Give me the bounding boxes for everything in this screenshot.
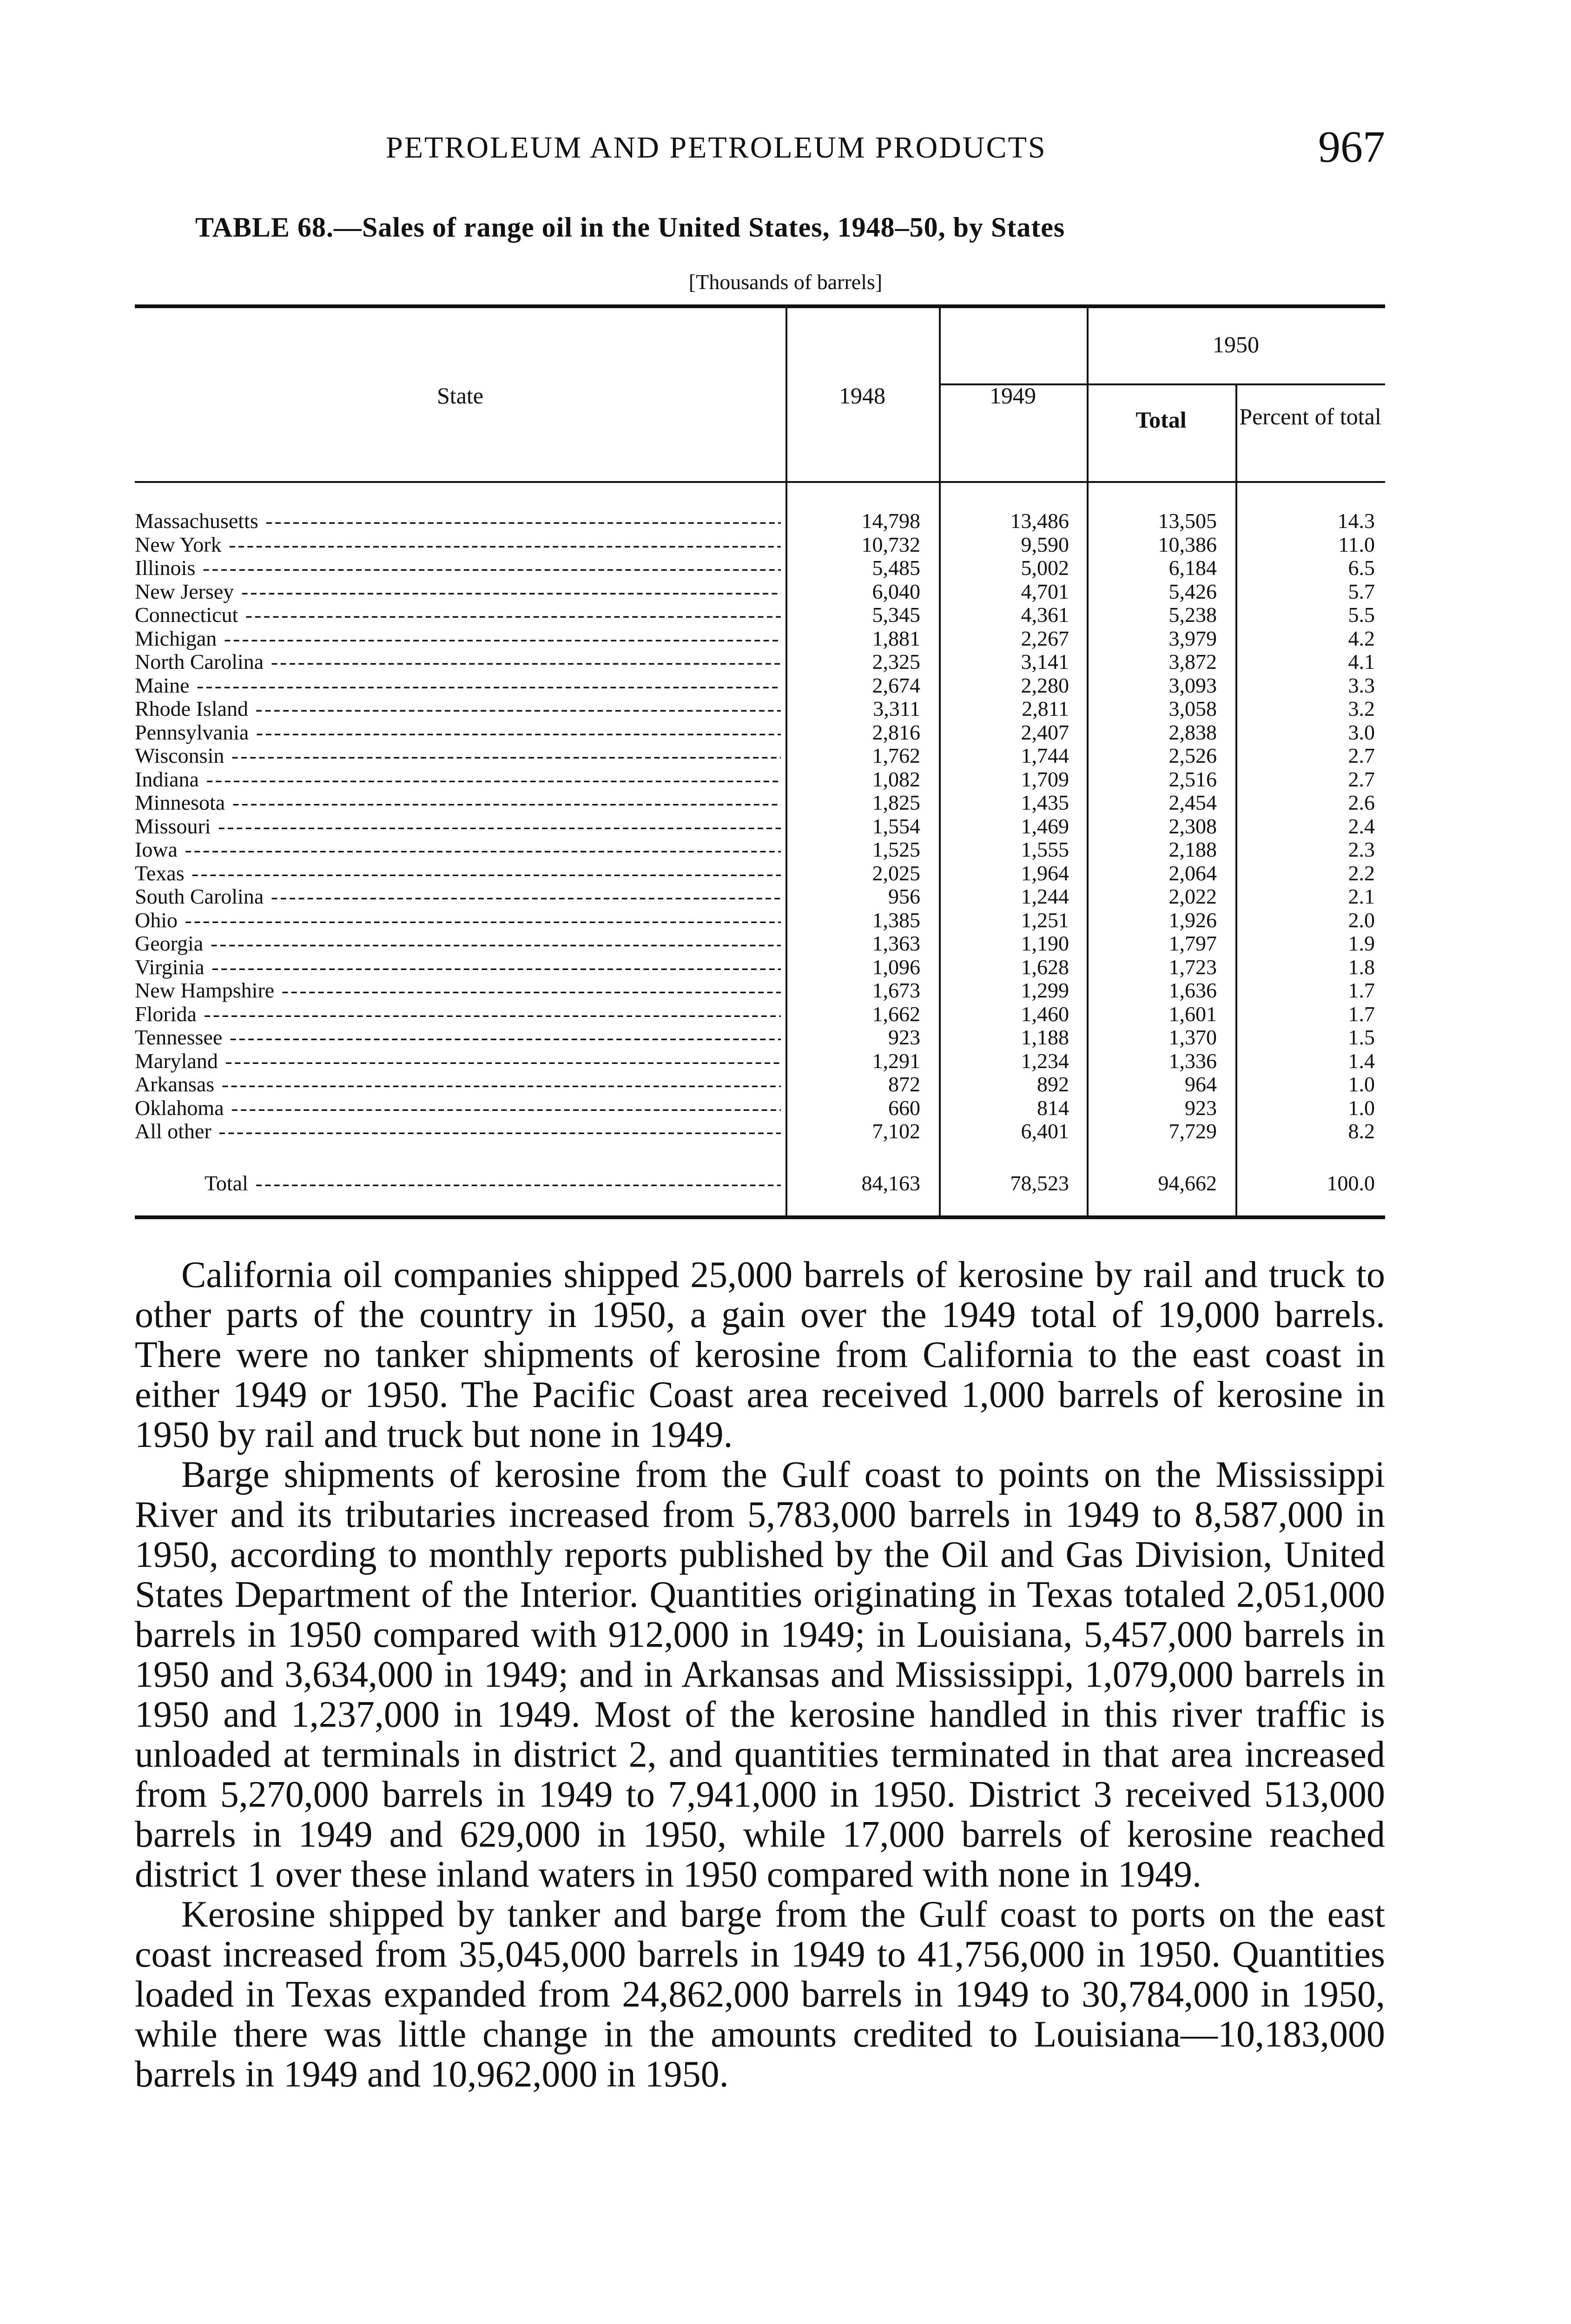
value-1948: 1,363 <box>872 931 920 955</box>
value-percent: 2.7 <box>1348 767 1375 791</box>
state-name: Florida ----- <box>135 1002 781 1026</box>
table-rule-top <box>135 304 1385 308</box>
table-row <box>135 767 1385 792</box>
value-percent: 4.2 <box>1348 626 1375 650</box>
value-1948: 1,825 <box>872 791 920 814</box>
value-1950: 3,872 <box>1168 650 1217 673</box>
header-1948: 1948 <box>839 383 885 409</box>
table-rule-header <box>135 481 1385 483</box>
value-1948: 1,385 <box>872 908 920 932</box>
value-1948: 956 <box>888 885 920 908</box>
value-1949: 1,460 <box>1021 1002 1069 1026</box>
value-percent: 4.1 <box>1348 650 1375 673</box>
value-1950: 1,797 <box>1168 931 1217 955</box>
table-row <box>135 1025 1385 1050</box>
value-1950: 5,238 <box>1168 603 1217 627</box>
table-row <box>135 627 1385 651</box>
value-1949: 4,701 <box>1021 579 1069 603</box>
table-row <box>135 955 1385 979</box>
state-name: Missouri ----- <box>135 814 781 838</box>
value-percent: 1.0 <box>1348 1096 1375 1120</box>
value-1948: 1,762 <box>872 744 920 767</box>
state-name: Texas ----- <box>135 861 781 885</box>
total-percent: 100.0 <box>1327 1171 1375 1195</box>
value-1950: 1,336 <box>1168 1049 1217 1073</box>
value-1949: 1,234 <box>1021 1049 1069 1073</box>
value-percent: 2.4 <box>1348 814 1375 838</box>
value-percent: 1.0 <box>1348 1072 1375 1096</box>
table-row <box>135 673 1385 698</box>
value-percent: 2.0 <box>1348 908 1375 932</box>
value-1950: 5,426 <box>1168 579 1217 603</box>
running-head: PETROLEUM AND PETROLEUM PRODUCTS <box>386 131 1047 165</box>
value-1948: 923 <box>888 1025 920 1049</box>
value-1949: 1,469 <box>1021 814 1069 838</box>
value-1950: 1,926 <box>1168 908 1217 932</box>
total-label: Total ----- <box>135 1171 781 1195</box>
value-1949: 13,486 <box>1010 509 1069 533</box>
value-1949: 1,190 <box>1021 931 1069 955</box>
value-1950: 2,838 <box>1168 720 1217 744</box>
state-name: Rhode Island ----- <box>135 697 781 721</box>
value-1950: 964 <box>1185 1072 1217 1096</box>
value-1948: 2,816 <box>872 720 920 744</box>
value-1948: 1,881 <box>872 626 920 650</box>
state-name: Oklahoma ----- <box>135 1096 781 1120</box>
value-percent: 1.7 <box>1348 1002 1375 1026</box>
state-name: New York ----- <box>135 533 781 557</box>
state-name: Massachusetts ----- <box>135 509 781 533</box>
header-percent: Percent of total <box>1239 403 1381 429</box>
value-1948: 1,096 <box>872 955 920 979</box>
table-row <box>135 509 1385 533</box>
value-percent: 1.9 <box>1348 931 1375 955</box>
value-percent: 2.7 <box>1348 744 1375 767</box>
header-1949: 1949 <box>990 383 1036 409</box>
state-name: Georgia ----- <box>135 931 781 956</box>
value-1950: 10,386 <box>1158 532 1217 556</box>
state-name: Maine ----- <box>135 673 781 698</box>
table-rule-bottom <box>135 1215 1385 1219</box>
value-percent: 3.3 <box>1348 673 1375 697</box>
value-1950: 2,454 <box>1168 791 1217 814</box>
value-percent: 11.0 <box>1338 532 1375 556</box>
value-1950: 2,188 <box>1168 838 1217 861</box>
total-1949: 78,523 <box>1010 1171 1069 1195</box>
value-1949: 1,435 <box>1021 791 1069 814</box>
state-name: Virginia ----- <box>135 955 781 979</box>
value-1950: 1,636 <box>1168 978 1217 1002</box>
table-row <box>135 1072 1385 1096</box>
value-1948: 1,291 <box>872 1049 920 1073</box>
table-row <box>135 720 1385 745</box>
value-percent: 2.3 <box>1348 838 1375 861</box>
value-1950: 2,516 <box>1168 767 1217 791</box>
state-name: Illinois ----- <box>135 556 781 580</box>
value-1950: 2,022 <box>1168 885 1217 908</box>
value-1948: 1,662 <box>872 1002 920 1026</box>
page-header <box>135 122 1385 177</box>
value-percent: 14.3 <box>1337 509 1375 533</box>
value-1948: 1,082 <box>872 767 920 791</box>
value-1950: 13,505 <box>1158 509 1217 533</box>
state-name: New Jersey ----- <box>135 580 781 604</box>
table-row <box>135 697 1385 721</box>
paragraph: California oil companies shipped 25,000 barrels of kerosine by rail and truck to other parts of the country in 1950, a gain over the 1949 total of 19,000 barrels. There were no tanker shipments of kerosine from California to the east coast in either 1949 or 1950. The Pacific Coast area received 1,000 barrels of kerosine in 1950 by rail and truck but none in 1949. <box>135 1254 1385 1455</box>
state-name: South Carolina ----- <box>135 885 781 909</box>
value-1950: 3,058 <box>1168 697 1217 720</box>
value-1948: 5,345 <box>872 603 920 627</box>
value-1950: 6,184 <box>1168 556 1217 580</box>
table-row <box>135 650 1385 674</box>
table-row <box>135 1002 1385 1026</box>
value-1949: 6,401 <box>1021 1119 1069 1143</box>
value-1949: 4,361 <box>1021 603 1069 627</box>
table-row <box>135 931 1385 956</box>
value-1950: 1,370 <box>1168 1025 1217 1049</box>
value-1949: 1,744 <box>1021 744 1069 767</box>
header-state: State <box>437 383 483 409</box>
page-number: 967 <box>1318 122 1385 172</box>
value-1948: 7,102 <box>872 1119 920 1143</box>
value-1948: 10,732 <box>861 532 920 556</box>
value-1949: 892 <box>1037 1072 1069 1096</box>
value-percent: 5.7 <box>1348 579 1375 603</box>
value-1950: 923 <box>1185 1096 1217 1120</box>
value-1950: 3,979 <box>1168 626 1217 650</box>
value-1948: 1,673 <box>872 978 920 1002</box>
state-name: Tennessee ----- <box>135 1025 781 1050</box>
value-1949: 2,811 <box>1022 697 1069 720</box>
header-1950-group: 1950 <box>1213 331 1259 357</box>
value-percent: 1.5 <box>1348 1025 1375 1049</box>
value-1949: 1,964 <box>1021 861 1069 885</box>
value-1949: 3,141 <box>1021 650 1069 673</box>
value-1949: 1,299 <box>1021 978 1069 1002</box>
paragraph: Barge shipments of kerosine from the Gulf coast to points on the Mississippi River and its tributaries increased from 5,783,000 barrels in 1949 to 8,587,000 in 1950, according to monthly reports published by the Oil and Gas Division, United States Department of the Interior. Quantities originating in Texas totaled 2,051,000 barrels in 1950 compared with 912,000 in 1949; in Louisiana, 5,457,000 barrels in 1950 and 3,634,000 in 1949; and in Arkansas and Mississippi, 1,079,000 barrels in 1950 and 1,237,000 in 1949. Most of the kerosine handled in this river traffic is unloaded at terminals in district 2, and quantities terminated in that area increased from 5,270,000 barrels in 1949 to 7,941,000 in 1950. District 3 received 513,000 barrels in 1949 and 629,000 in 1950, while 17,000 barrels of kerosine reached district 1 over these inland waters in 1950 compared with none in 1949. <box>135 1454 1385 1895</box>
table-row <box>135 791 1385 815</box>
state-name: Minnesota ----- <box>135 791 781 815</box>
total-1948: 84,163 <box>861 1171 920 1195</box>
value-1948: 3,311 <box>873 697 920 720</box>
value-1950: 2,526 <box>1168 744 1217 767</box>
value-1949: 1,188 <box>1021 1025 1069 1049</box>
value-1949: 2,280 <box>1021 673 1069 697</box>
state-name: Michigan ----- <box>135 627 781 651</box>
value-1948: 14,798 <box>861 509 920 533</box>
value-1950: 7,729 <box>1168 1119 1217 1143</box>
state-name: New Hampshire ----- <box>135 978 781 1003</box>
table-row <box>135 744 1385 768</box>
value-1948: 2,025 <box>872 861 920 885</box>
value-percent: 1.8 <box>1348 955 1375 979</box>
value-1950: 1,601 <box>1168 1002 1217 1026</box>
paragraph: Kerosine shipped by tanker and barge from the Gulf coast to ports on the east coast increased from 35,045,000 barrels in 1949 to 41,756,000 in 1950. Quantities loaded in Texas expanded from 24,862,000 barrels in 1949 to 30,784,000 in 1950, while there was little change in the amounts credited to Louisiana—10,183,000 barrels in 1949 and 10,962,000 in 1950. <box>135 1894 1385 2095</box>
value-1948: 660 <box>888 1096 920 1120</box>
value-percent: 2.6 <box>1348 791 1375 814</box>
value-1948: 1,525 <box>872 838 920 861</box>
value-1950: 2,308 <box>1168 814 1217 838</box>
table-row <box>135 814 1385 838</box>
state-name: Iowa ----- <box>135 838 781 862</box>
value-percent: 1.4 <box>1348 1049 1375 1073</box>
value-percent: 2.2 <box>1348 861 1375 885</box>
state-name: Ohio ----- <box>135 908 781 932</box>
value-1949: 814 <box>1037 1096 1069 1120</box>
table-title: TABLE 68.—Sales of range oil in the United States, 1948–50, by States <box>195 212 1065 243</box>
table-row <box>135 978 1385 1003</box>
state-name: Connecticut ----- <box>135 603 781 627</box>
value-percent: 3.2 <box>1348 697 1375 720</box>
value-1949: 1,555 <box>1021 838 1069 861</box>
value-1949: 1,251 <box>1021 908 1069 932</box>
table-row <box>135 838 1385 862</box>
value-percent: 3.0 <box>1348 720 1375 744</box>
value-1950: 2,064 <box>1168 861 1217 885</box>
table-row <box>135 908 1385 932</box>
table-row <box>135 603 1385 627</box>
table-row <box>135 885 1385 909</box>
state-name: All other ----- <box>135 1119 781 1143</box>
table-row <box>135 580 1385 604</box>
value-1948: 2,674 <box>872 673 920 697</box>
value-1949: 1,244 <box>1021 885 1069 908</box>
state-name: North Carolina ----- <box>135 650 781 674</box>
value-1950: 1,723 <box>1168 955 1217 979</box>
table-row <box>135 861 1385 885</box>
range-oil-table <box>135 304 1385 1225</box>
table-row <box>135 556 1385 580</box>
value-percent: 6.5 <box>1348 556 1375 580</box>
total-row <box>135 1171 1385 1195</box>
value-percent: 5.5 <box>1348 603 1375 627</box>
value-1949: 9,590 <box>1021 532 1069 556</box>
value-1948: 6,040 <box>872 579 920 603</box>
state-name: Indiana ----- <box>135 767 781 792</box>
value-1949: 5,002 <box>1021 556 1069 580</box>
body-text <box>135 1255 1385 2094</box>
value-1949: 2,407 <box>1021 720 1069 744</box>
value-1949: 1,628 <box>1021 955 1069 979</box>
value-1948: 2,325 <box>872 650 920 673</box>
table-row <box>135 1049 1385 1073</box>
table-row <box>135 1119 1385 1143</box>
value-percent: 1.7 <box>1348 978 1375 1002</box>
value-1950: 3,093 <box>1168 673 1217 697</box>
value-1948: 5,485 <box>872 556 920 580</box>
value-percent: 2.1 <box>1348 885 1375 908</box>
state-name: Wisconsin ----- <box>135 744 781 768</box>
table-row <box>135 1096 1385 1120</box>
value-1949: 1,709 <box>1021 767 1069 791</box>
value-1948: 872 <box>888 1072 920 1096</box>
value-percent: 8.2 <box>1348 1119 1375 1143</box>
table-row <box>135 533 1385 557</box>
state-name: Pennsylvania ----- <box>135 720 781 745</box>
table-unit: [Thousands of barrels] <box>688 270 883 294</box>
header-total: Total <box>1135 407 1187 433</box>
state-name: Arkansas ----- <box>135 1072 781 1096</box>
total-1950: 94,662 <box>1158 1171 1217 1195</box>
value-1949: 2,267 <box>1021 626 1069 650</box>
value-1948: 1,554 <box>872 814 920 838</box>
state-name: Maryland ----- <box>135 1049 781 1073</box>
